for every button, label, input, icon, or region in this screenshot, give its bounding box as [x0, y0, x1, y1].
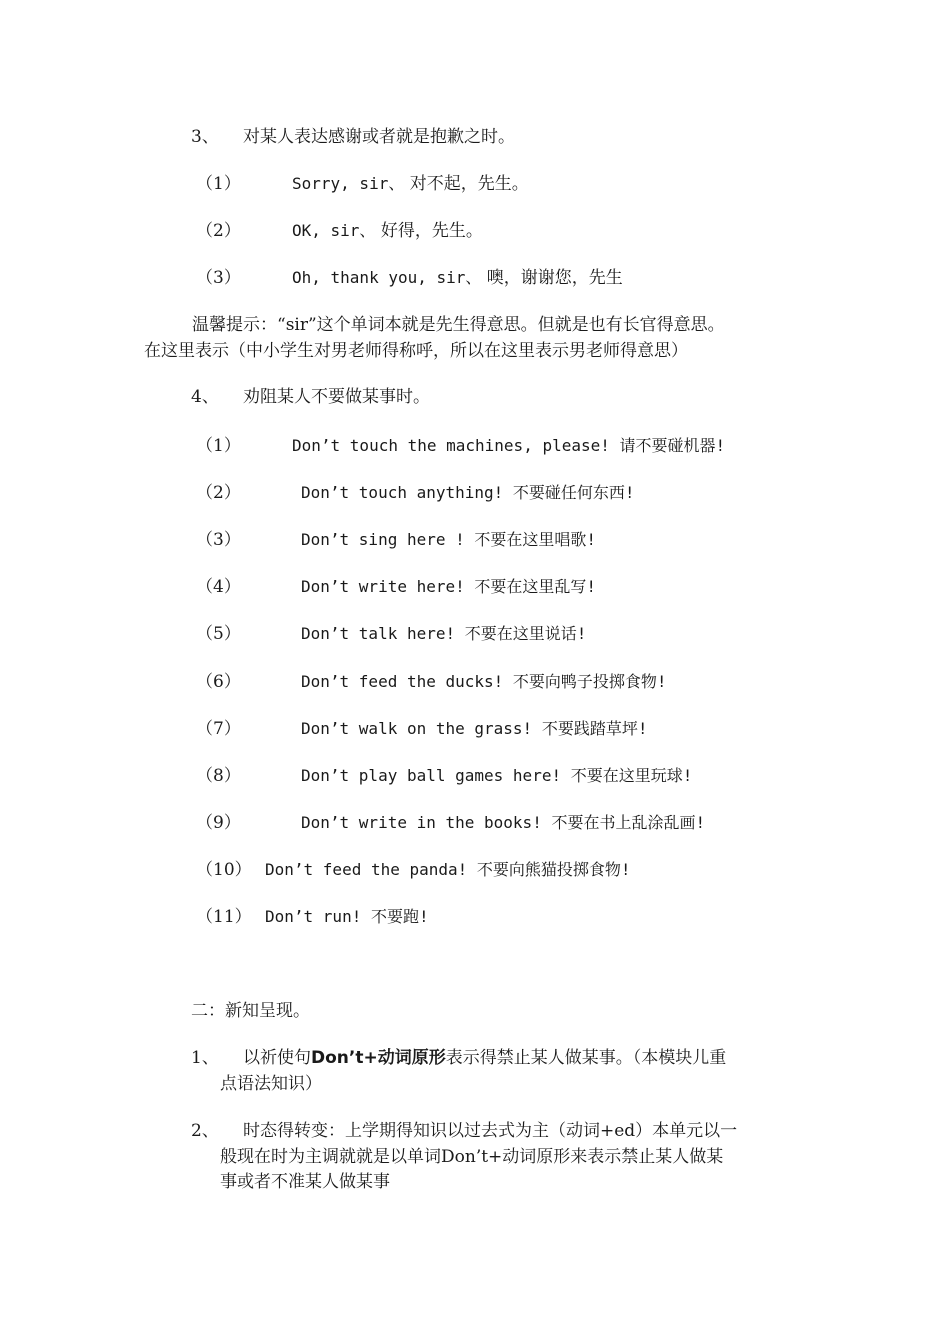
point-text: 点语法知识）: [220, 1074, 322, 1094]
item-number: （4）: [196, 577, 241, 597]
list-item: OK, sir、 好得，先生。: [292, 221, 483, 241]
section-heading: 二：新知呈现。: [191, 1001, 310, 1021]
item-number: （3）: [196, 268, 241, 288]
list-item: Don’t run! 不要跑!: [265, 907, 429, 926]
list-item: Don’t sing here ! 不要在这里唱歌!: [301, 530, 597, 549]
list-item: Don’t touch anything! 不要碰任何东西!: [301, 483, 635, 502]
list-item: Don’t feed the ducks! 不要向鸭子投掷食物!: [301, 672, 667, 691]
item-number: （11）: [196, 907, 252, 927]
point-text: 以祈使句Don’t+动词原形表示得禁止某人做某事。（本模块儿重: [243, 1048, 727, 1068]
item-number: （2）: [196, 483, 241, 503]
point-number: 1、: [191, 1048, 219, 1068]
item-number: （10）: [196, 860, 252, 880]
item-number: （1）: [196, 174, 241, 194]
list-item: Don’t play ball games here! 不要在这里玩球!: [301, 766, 693, 785]
tip-line: 在这里表示（中小学生对男老师得称呼，所以在这里表示男老师得意思）: [144, 341, 688, 361]
item-number: （9）: [196, 813, 241, 833]
list-item: Don’t touch the machines, please! 请不要碰机器!: [292, 436, 726, 455]
item-number: （6）: [196, 672, 241, 692]
list-item: Oh, thank you, sir、 噢，谢谢您，先生: [292, 268, 623, 288]
list-item: Don’t talk here! 不要在这里说话!: [301, 624, 587, 643]
item-number: （5）: [196, 624, 241, 644]
item-number: （2）: [196, 221, 241, 241]
item-number: （7）: [196, 719, 241, 739]
list-item: Don’t walk on the grass! 不要践踏草坪!: [301, 719, 648, 738]
list-item: Don’t feed the panda! 不要向熊猫投掷食物!: [265, 860, 631, 879]
item-number: （3）: [196, 530, 241, 550]
section4-number: 4、: [191, 387, 219, 407]
point-number: 2、: [191, 1121, 219, 1141]
list-item: Don’t write in the books! 不要在书上乱涂乱画!: [301, 813, 706, 832]
section4-heading: 劝阻某人不要做某事时。: [243, 387, 430, 407]
item-number: （8）: [196, 766, 241, 786]
item-number: （1）: [196, 436, 241, 456]
tip-line: 温馨提示：“sir”这个单词本就是先生得意思。但就是也有长官得意思。: [192, 315, 725, 335]
emphasis-text: Don’t+动词原形: [311, 1048, 446, 1068]
section3-heading: 对某人表达感谢或者就是抱歉之时。: [243, 127, 515, 147]
list-item: Sorry, sir、 对不起，先生。: [292, 174, 529, 194]
list-item: Don’t write here! 不要在这里乱写!: [301, 577, 597, 596]
section3-number: 3、: [191, 127, 219, 147]
point-text: 事或者不准某人做某事: [220, 1172, 390, 1192]
point-text: 时态得转变：上学期得知识以过去式为主（动词+ed）本单元以一: [243, 1121, 738, 1141]
point-text: 般现在时为主调就就是以单词Don’t+动词原形来表示禁止某人做某: [220, 1147, 724, 1167]
